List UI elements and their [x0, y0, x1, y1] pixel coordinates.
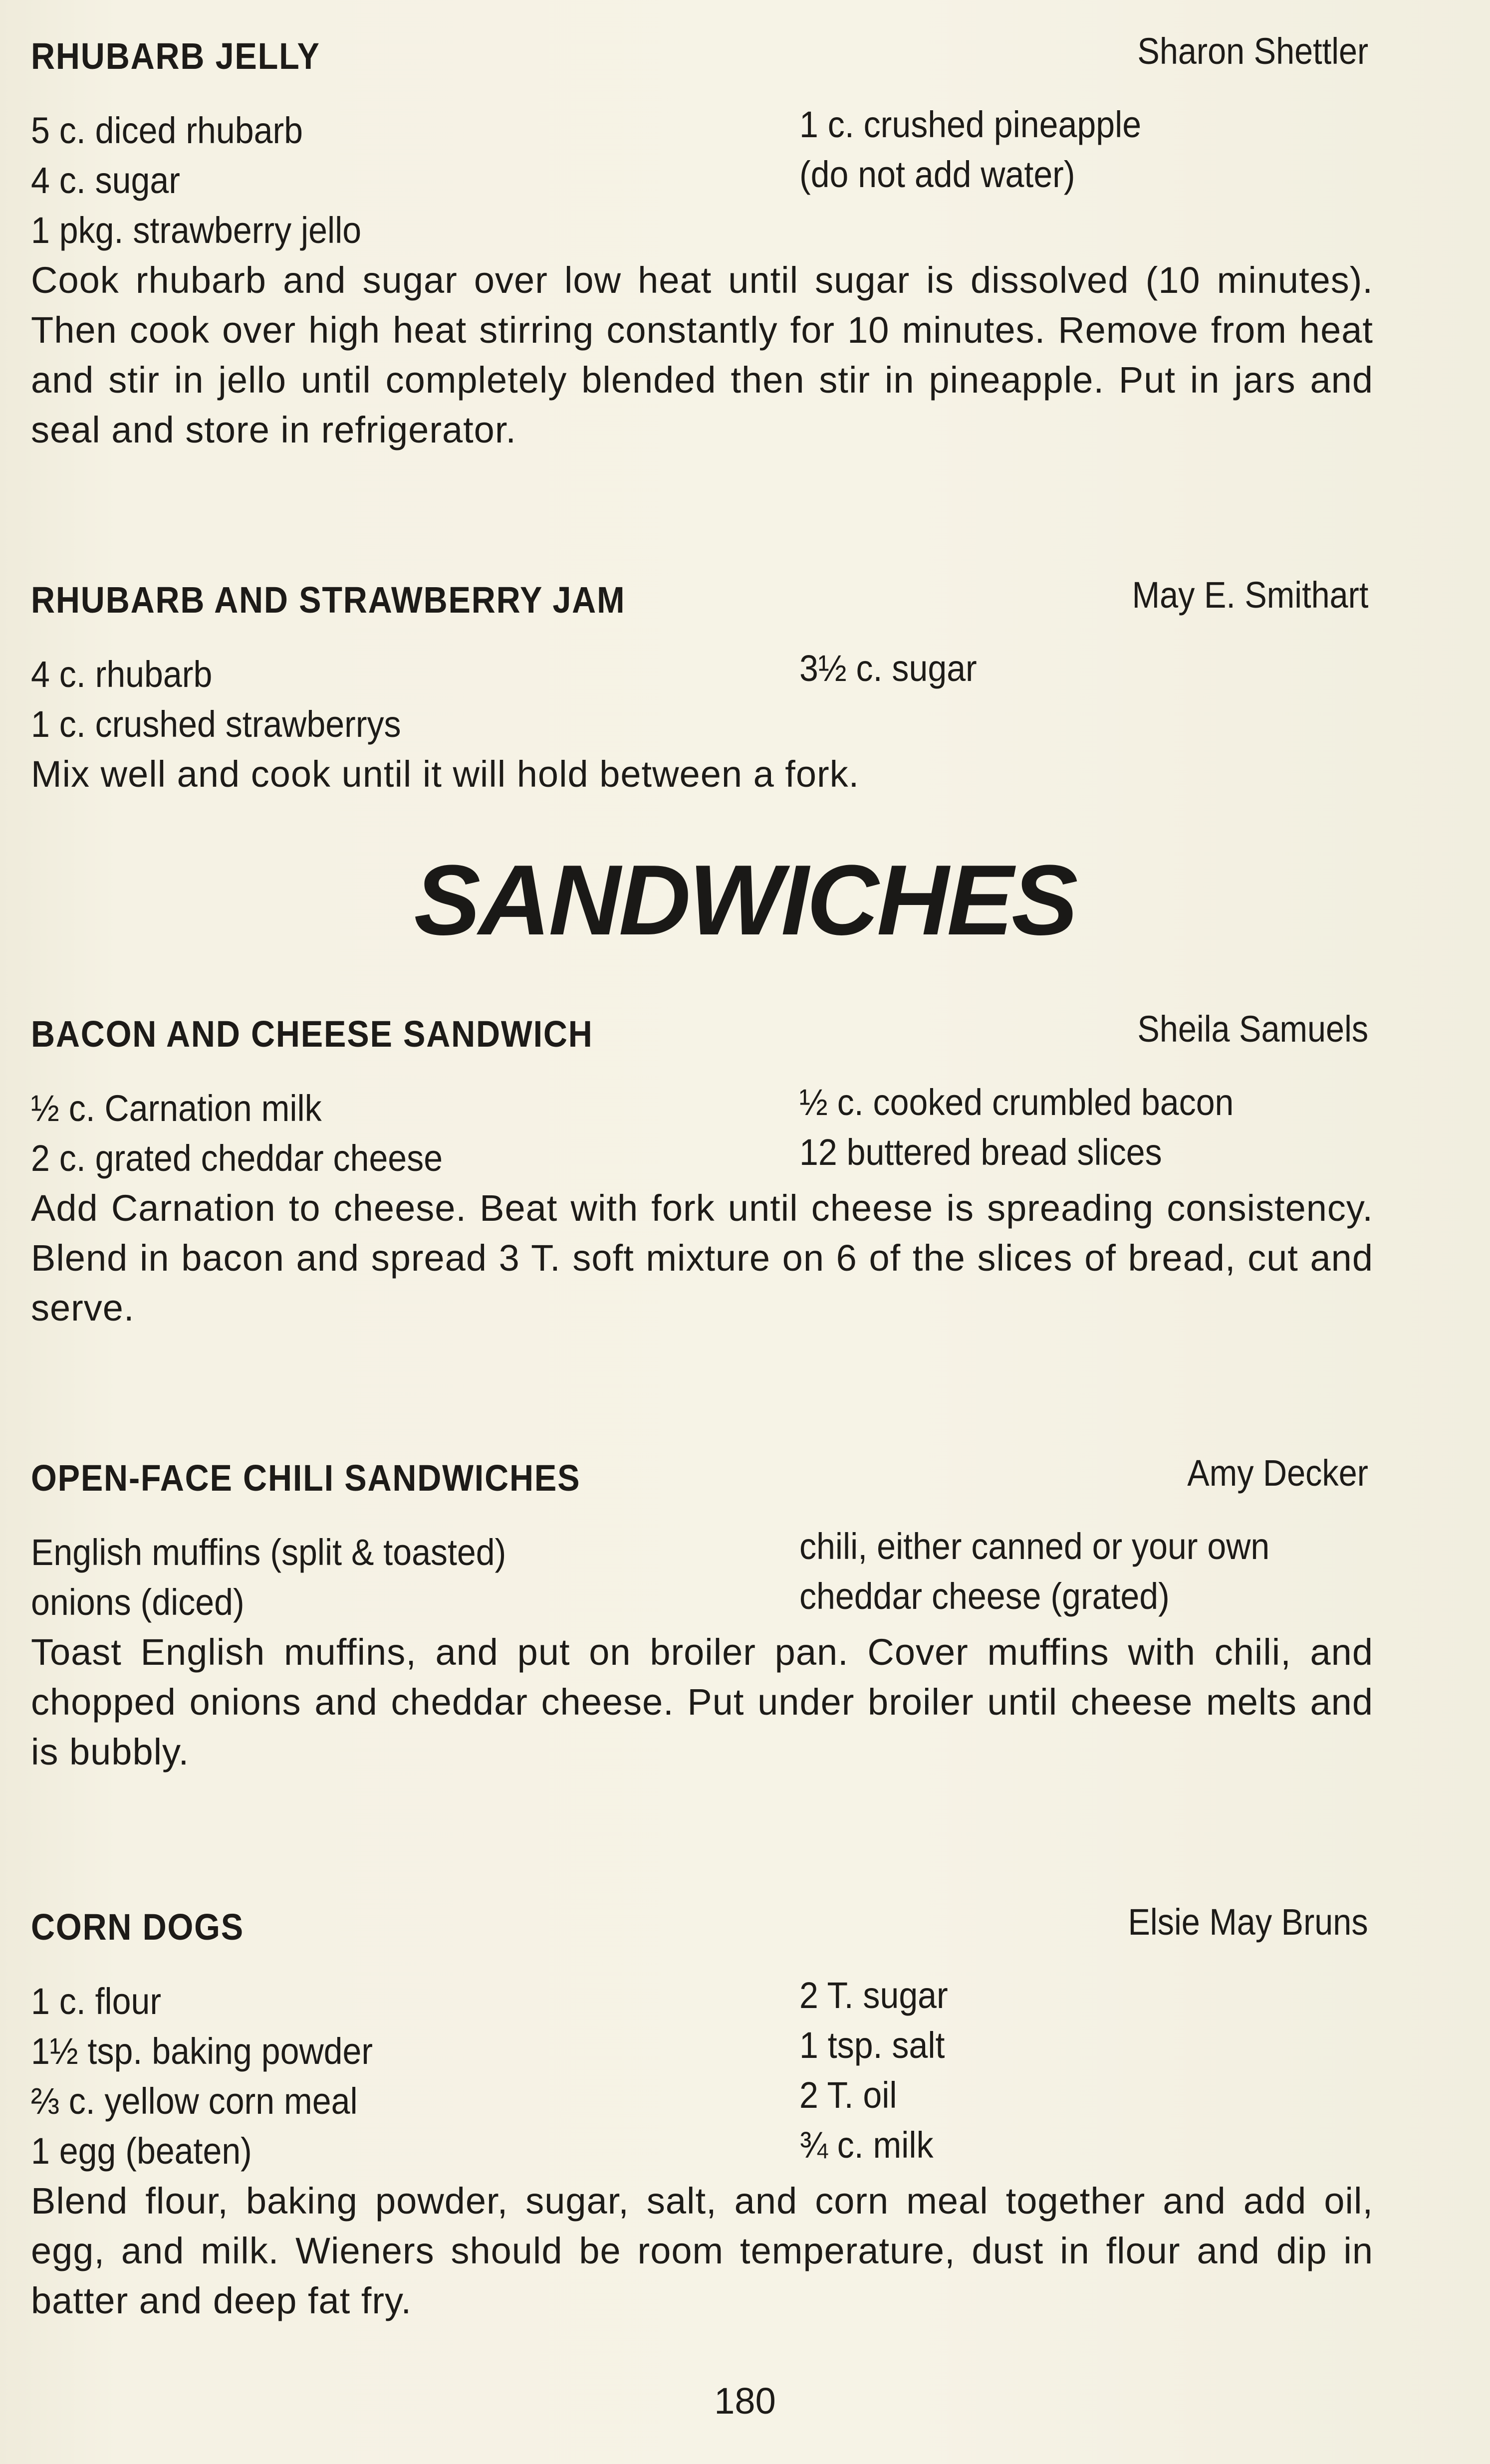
ingredient: 4 c. sugar: [31, 160, 180, 201]
ingredients-left-column: [31, 106, 799, 255]
recipe-author: Amy Decker: [1187, 1452, 1368, 1494]
ingredient: 2 T. sugar: [799, 1975, 948, 2016]
ingredients-list: [31, 1084, 1388, 1183]
recipe-directions: Blend flour, baking powder, sugar, salt, and corn meal together and add oil, egg, and milk. Wieners should be room temperature, dust in flour and dip in batter and deep fat fry.: [31, 2180, 1373, 2321]
recipe-header: [31, 1442, 1388, 1497]
ingredient: 1 tsp. salt: [799, 2024, 945, 2066]
ingredient: 1 egg (beaten): [31, 2130, 252, 2172]
section-title: SANDWICHES: [414, 845, 1076, 956]
ingredients-list: [31, 106, 1388, 255]
page-number: 180: [714, 2380, 776, 2422]
recipe-title: RHUBARB AND STRAWBERRY JAM: [31, 579, 626, 621]
recipe-header: [31, 1891, 1388, 1946]
ingredients-list: [31, 1528, 1388, 1627]
recipe-rhubarb-jelly: [31, 20, 1388, 455]
recipe-open-face-chili-sandwiches: [31, 1442, 1388, 1777]
recipe-author: Sheila Samuels: [1137, 1008, 1368, 1050]
ingredients-right-column: [799, 644, 1388, 749]
ingredient: 12 buttered bread slices: [799, 1131, 1162, 1173]
ingredient: 1 c. flour: [31, 1981, 162, 2022]
ingredient: English muffins (split & toasted): [31, 1532, 506, 1573]
recipe-title: BACON AND CHEESE SANDWICH: [31, 1013, 593, 1055]
recipe-directions: Toast English muffins, and put on broiler pan. Cover muffins with chili, and chopped onions and cheddar cheese. Put under broiler until cheese melts and is bubbly.: [31, 1631, 1373, 1773]
recipe-bacon-cheese-sandwich: [31, 998, 1388, 1333]
recipe-author: Elsie May Bruns: [1128, 1901, 1368, 1943]
recipe-corn-dogs: [31, 1891, 1388, 2326]
ingredients-right-column: [799, 1078, 1388, 1183]
recipe-rhubarb-strawberry-jam: [31, 564, 1388, 799]
ingredient: ⅔ c. yellow corn meal: [31, 2080, 358, 2122]
ingredient: 2 T. oil: [799, 2074, 897, 2116]
ingredient: 1 c. crushed strawberrys: [31, 703, 401, 745]
recipe-author: May E. Smithart: [1132, 574, 1368, 616]
ingredients-right-column: [799, 1522, 1388, 1627]
ingredients-left-column: [31, 1977, 799, 2176]
recipe-header: [31, 564, 1388, 619]
ingredient: chili, either canned or your own: [799, 1526, 1270, 1567]
ingredient: 4 c. rhubarb: [31, 654, 213, 695]
ingredient: 3½ c. sugar: [799, 648, 977, 689]
recipe-title: CORN DOGS: [31, 1906, 244, 1948]
ingredients-right-column: [799, 1971, 1388, 2176]
ingredient: ½ c. Carnation milk: [31, 1088, 322, 1129]
recipe-header: [31, 998, 1388, 1053]
recipe-directions: Add Carnation to cheese. Beat with fork until cheese is spreading consistency. Blend in bacon and spread 3 T. soft mixture on 6 of the slices of bread, cut and serve.: [31, 1187, 1373, 1329]
recipe-directions: Mix well and cook until it will hold between a fork.: [31, 753, 860, 795]
ingredient: (do not add water): [799, 154, 1075, 195]
recipe-directions: Cook rhubarb and sugar over low heat until sugar is dissolved (10 minutes). Then cook over high heat stirring constantly for 10 minutes. Remove from heat and stir in jello until completely blended then stir in pineapple. Put in jars and seal and store in refrigerator.: [31, 259, 1373, 450]
ingredients-right-column: [799, 100, 1388, 255]
ingredients-left-column: [31, 1084, 799, 1183]
ingredients-left-column: [31, 650, 799, 749]
recipe-header: [31, 20, 1388, 75]
ingredient: 1½ tsp. baking powder: [31, 2030, 373, 2072]
recipe-author: Sharon Shettler: [1137, 30, 1368, 72]
ingredient: 1 pkg. strawberry jello: [31, 210, 362, 251]
ingredient: 5 c. diced rhubarb: [31, 110, 303, 151]
ingredient: 1 c. crushed pineapple: [799, 104, 1142, 145]
ingredient: cheddar cheese (grated): [799, 1575, 1170, 1617]
ingredients-left-column: [31, 1528, 799, 1627]
recipe-title: RHUBARB JELLY: [31, 35, 320, 77]
ingredient: ¾ c. milk: [799, 2124, 934, 2166]
recipe-title: OPEN-FACE CHILI SANDWICHES: [31, 1457, 581, 1499]
ingredient: ½ c. cooked crumbled bacon: [799, 1082, 1234, 1123]
ingredient: 2 c. grated cheddar cheese: [31, 1137, 443, 1179]
ingredients-list: [31, 650, 1388, 749]
ingredient: onions (diced): [31, 1581, 245, 1623]
ingredients-list: [31, 1977, 1388, 2176]
